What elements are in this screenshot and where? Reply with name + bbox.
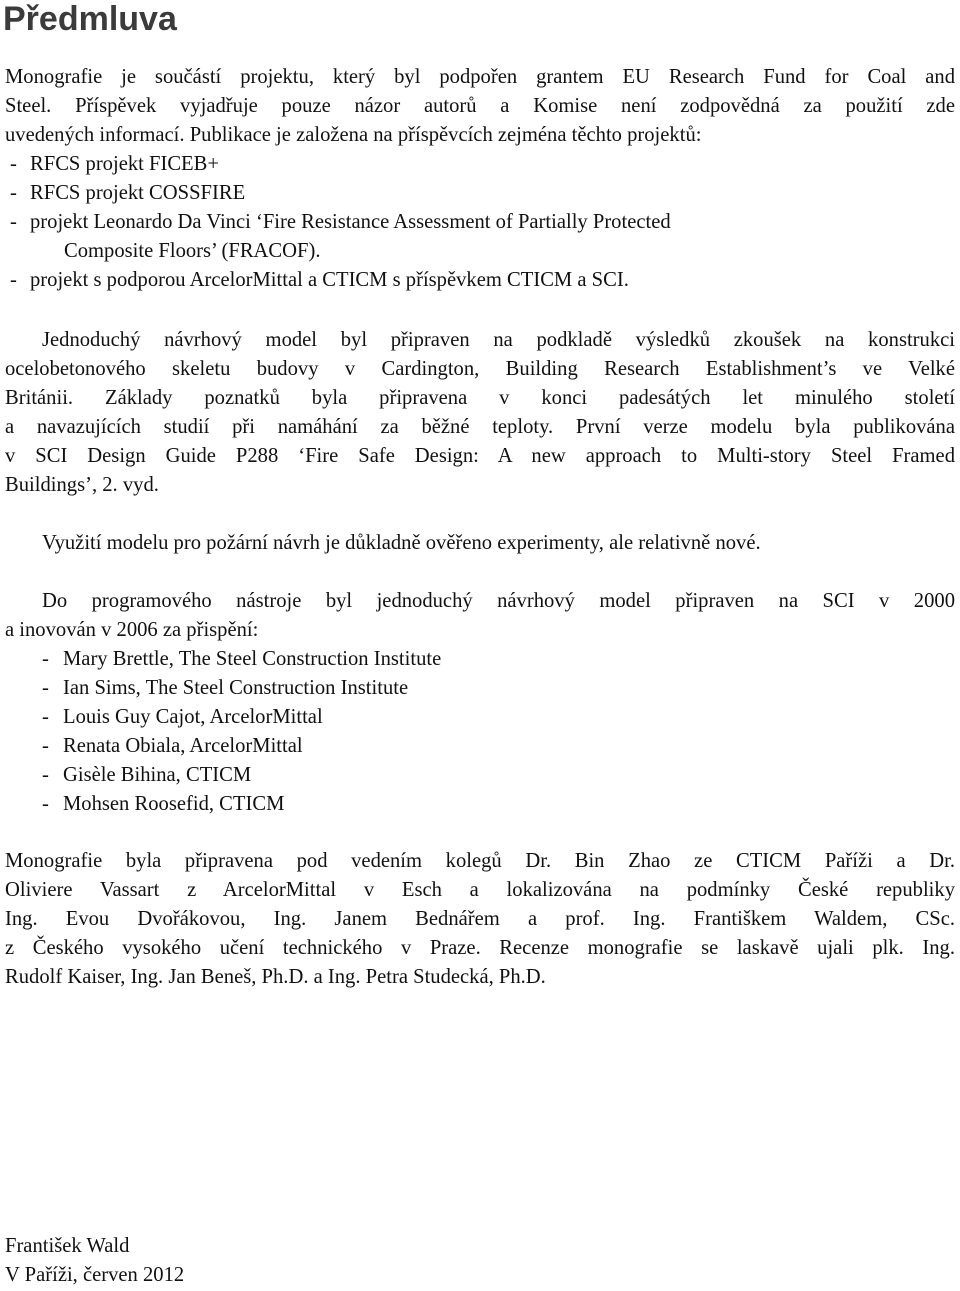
validation-paragraph <box>5 529 955 558</box>
list-dash: - <box>42 648 49 670</box>
list-dash: - <box>42 764 49 786</box>
signature-place-date: V Paříži, červen 2012 <box>5 1264 185 1286</box>
tool-paragraph <box>5 587 955 819</box>
paragraph-line: Británii. Základy poznatků byla připravena v konci padesátých let minulého století <box>5 387 955 409</box>
list-dash: - <box>10 269 17 291</box>
paragraph-line: v SCI Design Guide P288 ‘Fire Safe Design: A new approach to Multi-story Steel Framed <box>5 445 955 467</box>
list-dash: - <box>42 706 49 728</box>
paragraph-line: Využití modelu pro požární návrh je důkladně ověřeno experimenty, ale relativně nové. <box>42 532 761 554</box>
intro-line: uvedených informací. Publikace je založena na příspěvcích zejména těchto projektů: <box>5 124 702 146</box>
list-dash: - <box>42 677 49 699</box>
list-dash: - <box>10 182 17 204</box>
paragraph-line: Ing. Evou Dvořákovou, Ing. Janem Bednářem a prof. Ing. Františkem Waldem, CSc. <box>5 908 955 930</box>
project-list-item <box>5 266 955 295</box>
paragraph-line: a inovován v 2006 za přispění: <box>5 619 259 641</box>
contributor-list-item <box>5 645 955 674</box>
contributor-list-item <box>5 761 955 790</box>
cardington-paragraph <box>5 326 955 500</box>
contributor-label: Louis Guy Cajot, ArcelorMittal <box>63 706 323 728</box>
project-continuation: Composite Floors’ (FRACOF). <box>64 240 321 262</box>
contributor-label: Gisèle Bihina, CTICM <box>63 764 252 786</box>
paragraph-line: a navazujících studií při namáhání za běžné teploty. První verze modelu byla publikována <box>5 416 955 438</box>
project-list-item <box>5 208 955 237</box>
paragraph-line: Do programového nástroje byl jednoduchý návrhový model připraven na SCI v 2000 <box>42 590 955 612</box>
contributor-label: Ian Sims, The Steel Construction Institute <box>63 677 409 699</box>
intro-line: Monografie je součástí projektu, který byl podpořen grantem EU Research Fund for Coal and <box>5 66 955 88</box>
project-list-item <box>5 179 955 208</box>
intro-line: Steel. Příspěvek vyjadřuje pouze názor autorů a Komise není zodpovědná za použití zde <box>5 95 955 117</box>
contributor-label: Renata Obiala, ArcelorMittal <box>63 735 303 757</box>
project-label: RFCS projekt COSSFIRE <box>30 182 246 204</box>
contributor-list-item <box>5 674 955 703</box>
paragraph-line: Buildings’, 2. vyd. <box>5 474 159 496</box>
paragraph-line: Oliviere Vassart z ArcelorMittal v Esch a lokalizována na podmínky České republiky <box>5 879 955 901</box>
project-label: projekt Leonardo Da Vinci ‘Fire Resistance Assessment of Partially Protected <box>30 211 671 233</box>
signature-block <box>5 1232 184 1290</box>
contributor-list-item <box>5 790 955 819</box>
acknowledgement-paragraph <box>5 847 955 992</box>
page-title: Předmluva <box>3 0 177 38</box>
paragraph-line: ocelobetonového skeletu budovy v Cardington, Building Research Establishment’s ve Velké <box>5 358 955 380</box>
paragraph-line: Monografie byla připravena pod vedením kolegů Dr. Bin Zhao ze CTICM Paříži a Dr. <box>5 850 955 872</box>
project-list-item <box>5 150 955 179</box>
contributor-label: Mary Brettle, The Steel Construction Institute <box>63 648 442 670</box>
list-dash: - <box>42 793 49 815</box>
paragraph-line: Jednoduchý návrhový model byl připraven na podkladě výsledků zkoušek na konstrukci <box>42 329 955 351</box>
list-dash: - <box>10 153 17 175</box>
project-label: projekt s podporou ArcelorMittal a CTICM s příspěvkem CTICM a SCI. <box>30 269 629 291</box>
project-label: RFCS projekt FICEB+ <box>30 153 219 175</box>
list-dash: - <box>10 211 17 233</box>
paragraph-line: z Českého vysokého učení technického v Praze. Recenze monografie se laskavě ujali plk. Ing. <box>5 937 955 959</box>
intro-paragraph <box>5 63 955 295</box>
contributor-list-item <box>5 732 955 761</box>
contributor-label: Mohsen Roosefid, CTICM <box>63 793 285 815</box>
signature-name: František Wald <box>5 1235 130 1257</box>
list-dash: - <box>42 735 49 757</box>
paragraph-line: Rudolf Kaiser, Ing. Jan Beneš, Ph.D. a Ing. Petra Studecká, Ph.D. <box>5 966 546 988</box>
contributor-list-item <box>5 703 955 732</box>
